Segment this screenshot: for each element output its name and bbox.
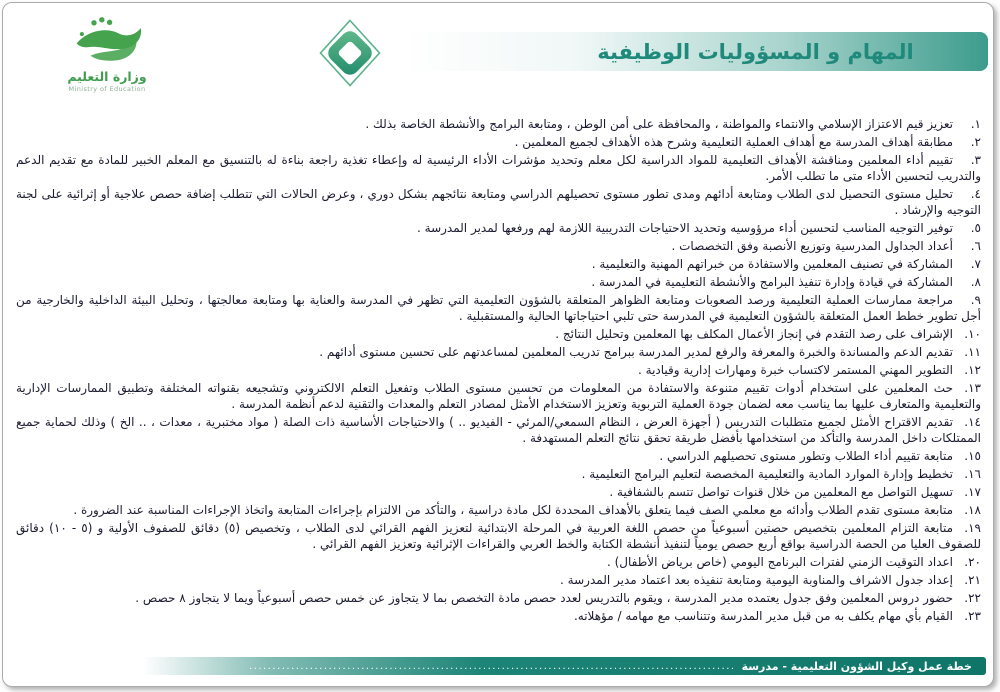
item-text: إعداد جدول الاشراف والمناوبة اليومية ومتابعة تنفيذه بعد اعتماد مدير المدرسة . [560,573,953,587]
item-text: متابعة تقييم أداء الطلاب وتطور مستوى تحصيلهم الدراسي . [659,449,953,463]
item-number: ١٨. [964,503,981,517]
item-text: المشاركة في قيادة وإدارة تنفيذ البرامج والأنشطة التعليمية في المدرسة . [591,275,953,289]
list-item [16,520,981,552]
list-item [16,256,981,272]
list-item [16,238,981,254]
item-number: ١٢. [964,363,981,377]
footer-bar [143,657,986,675]
item-number: ٤. [970,187,981,201]
list-item [16,554,981,570]
item-text: تعزيز قيم الاعتزاز الإسلامي والانتماء والمواطنة ، والمحافظة على أمن الوطن ، ومتابعة البرامج والأنشطة الخاصة بذلك . [365,117,953,131]
item-text: تحليل مستوى التحصيل لدى الطلاب ومتابعة أدائهم ومدى تطور مستوى تحصيلهم الدراسي ومتابعة نتائجهم بشكل دوري ، وعرض الحالات التي تتطلب إضافة حصص علاجية أو إثرائية على لجنة التوجيه والإرشاد . [16,187,981,217]
item-text: اعداد التوقيت الزمني لفترات البرنامج اليومي (خاص برياض الأطفال) . [606,555,953,569]
item-number: ١١. [964,345,981,359]
item-text: متابعة مستوى تقدم الطلاب وأدائه مع معلمي الصف فيما يتعلق بالأهداف المحددة لكل مادة دراسية ، والتأكد من الالتزام بإجراءات المتابعة واتخاذ الإجراءات المناسبة عند الضرورة . [73,503,953,517]
item-number: ١٠. [964,327,981,341]
list-item [16,220,981,236]
item-number: ٣. [970,153,981,167]
list-item [16,274,981,290]
list-item [16,292,981,324]
item-number: ٢. [970,135,981,149]
item-text: المشاركة في تصنيف المعلمين والاستفادة من خبراتهم المهنية والتعليمية . [591,257,953,271]
item-number: ١٦. [964,467,981,481]
item-text: تقديم الاقتراح الأمثل لجميع متطلبات التدريس ( أجهزة العرض ، النظام السمعي/المرئي - الفيديو .. ) والاحتياجات الأساسية ذات الصلة ( مواد مختبرية ، معدات ، .. الخ ) وذلك لحماية جميع الممتلكات داخل المدرسة والتأكد من استخدامها بأفضل طريقة تحقق نتائج التعلم المستهدفة . [16,415,981,445]
list-item [16,502,981,518]
title-bar [403,32,988,71]
item-number: ١٥. [964,449,981,463]
list-item [16,134,981,150]
logo-english-text: Ministry of Education [68,85,146,93]
list-item [16,326,981,342]
list-item [16,590,981,606]
duties-list [16,116,981,648]
item-number: ١. [970,117,981,131]
item-number: ١٧. [964,485,981,499]
list-item [16,448,981,464]
list-item [16,344,981,360]
item-number: ١٣. [964,381,981,395]
item-text: الإشراف على رصد التقدم في إنجاز الأعمال المكلف بها المعلمين وتحليل النتائج . [555,327,953,341]
item-text: تقييم أداء المعلمين ومناقشة الأهداف التعليمية للمواد الدراسية لكل معلم وتحديد مؤشرات الأداء الرئيسية له وإعطاء تغذية راجعة بناءة له بالتنسيق مع المعلم الخبير للمادة مع تقديم الدعم والتدريب لتحسين الأداء متى ما تطلب الأمر. [16,153,981,183]
item-text: مطابقة أهداف المدرسة مع أهداف العملية التعليمية وشرح هذه الأهداف لجميع المعلمين . [514,135,953,149]
item-number: ٢١. [964,573,981,587]
item-number: ٧. [970,257,981,271]
item-number: ٥. [970,221,981,235]
page-header [3,3,993,103]
item-number: ٩. [970,293,981,307]
item-number: ٢٢. [964,591,981,605]
item-text: تقديم الدعم والمساندة والخبرة والمعرفة والرفع لمدير المدرسة ببرامج تدريب المعلمين لمساعدتهم على تحسين مستوى أدائهم . [319,345,953,359]
footer-dotted-line: ........................................................................................................ [248,660,736,672]
item-text: تخطيط وإدارة الموارد المادية والتعليمية المخصصة لتعليم البرامج التعليمية . [581,467,953,481]
item-text: أعداد الجداول المدرسية وتوزيع الأنصبة وفق التخصصات . [671,239,953,253]
list-item [16,484,981,500]
list-item [16,152,981,184]
item-text: التطوير المهني المستمر لاكتساب خبرة ومهارات إدارية وقيادية . [638,363,953,377]
list-item [16,414,981,446]
item-number: ٢٣. [964,609,981,623]
item-text: تسهيل التواصل مع المعلمين من خلال قنوات تواصل تتسم بالشفافية . [609,485,953,499]
item-text: حضور دروس المعلمين وفق جدول يعتمده مدير المدرسة ، ويقوم بالتدريس لعدد حصص مادة التخصص بما لا يتجاوز عن خمس حصص أسبوعياً ويما لا يتجاوز ٨ حصص . [135,591,953,605]
list-item [16,608,981,624]
item-number: ١٤. [964,415,981,429]
page-title: المهام و المسؤوليات الوظيفية [597,39,914,64]
list-item [16,572,981,588]
diamond-icon [319,19,381,87]
logo-arabic-text: وزارة التعليم [67,69,147,84]
footer-label: خطة عمل وكيل الشؤون التعليمية - مدرسة [741,659,972,673]
item-number: ١٩. [964,521,981,535]
list-item [16,116,981,132]
item-number: ٨. [970,275,981,289]
list-item [16,362,981,378]
ministry-of-education-logo [61,15,153,93]
list-item [16,380,981,412]
document-page [2,2,994,687]
item-text: حث المعلمين على استخدام أدوات تقييم متنوعة والاستفادة من المعلومات من تحسين مستوى الطلاب وتفعيل التعلم الالكتروني وتشجيعه بقنواته المختلفة وتطبيق الممارسات الإدارية والتعليمية والمتعارف عليها بما يناسب معه لضمان جودة العملية التربوية وتعزيز الاستخدام الأمثل لمصادر التعلم والمعدات والتقنية لدعم أنظمة المدرسة . [16,381,981,411]
item-text: مراجعة ممارسات العملية التعليمية ورصد الصعوبات ومتابعة الظواهر المتعلقة بالشؤون التعليمية التي تظهر في المدرسة والعناية بها ومتابعة معالجتها ، وتحليل البيئة الداخلية والخارجية من أجل تطوير خطط العمل المتعلقة بالشؤون التعليمية في المدرسة حتى تلبي احتياجاتها الحالية والمستقبلية . [16,293,981,323]
item-number: ٦. [970,239,981,253]
item-number: ٢٠. [964,555,981,569]
list-item [16,466,981,482]
list-item [16,186,981,218]
item-text: القيام بأي مهام يكلف به من قبل مدير المدرسة وتتناسب مع مهامه / مؤهلاته. [573,609,953,623]
item-text: توفير التوجيه المناسب لتحسين أداء مرؤوسيه وتحديد الاحتياجات التدريبية اللازمة لهم ورفعها لمدير المدرسة . [417,221,953,235]
item-text: متابعة التزام المعلمين بتخصيص حصتين أسبوعياً من حصص اللغة العربية في المرحلة الابتدائية لتعزيز الفهم القرائي لدى الطلاب ، وتخصيص (٥) دقائق للصفوف الأولية و (٥ - ١٠) دقائق للصفوف العليا من الحصة الدراسية بواقع أربع حصص يومياً لتنفيذ أنشطة الكتابة والخط العربي والقراءات الإثرائية وتعزيز الفهم القرائي . [16,521,981,551]
